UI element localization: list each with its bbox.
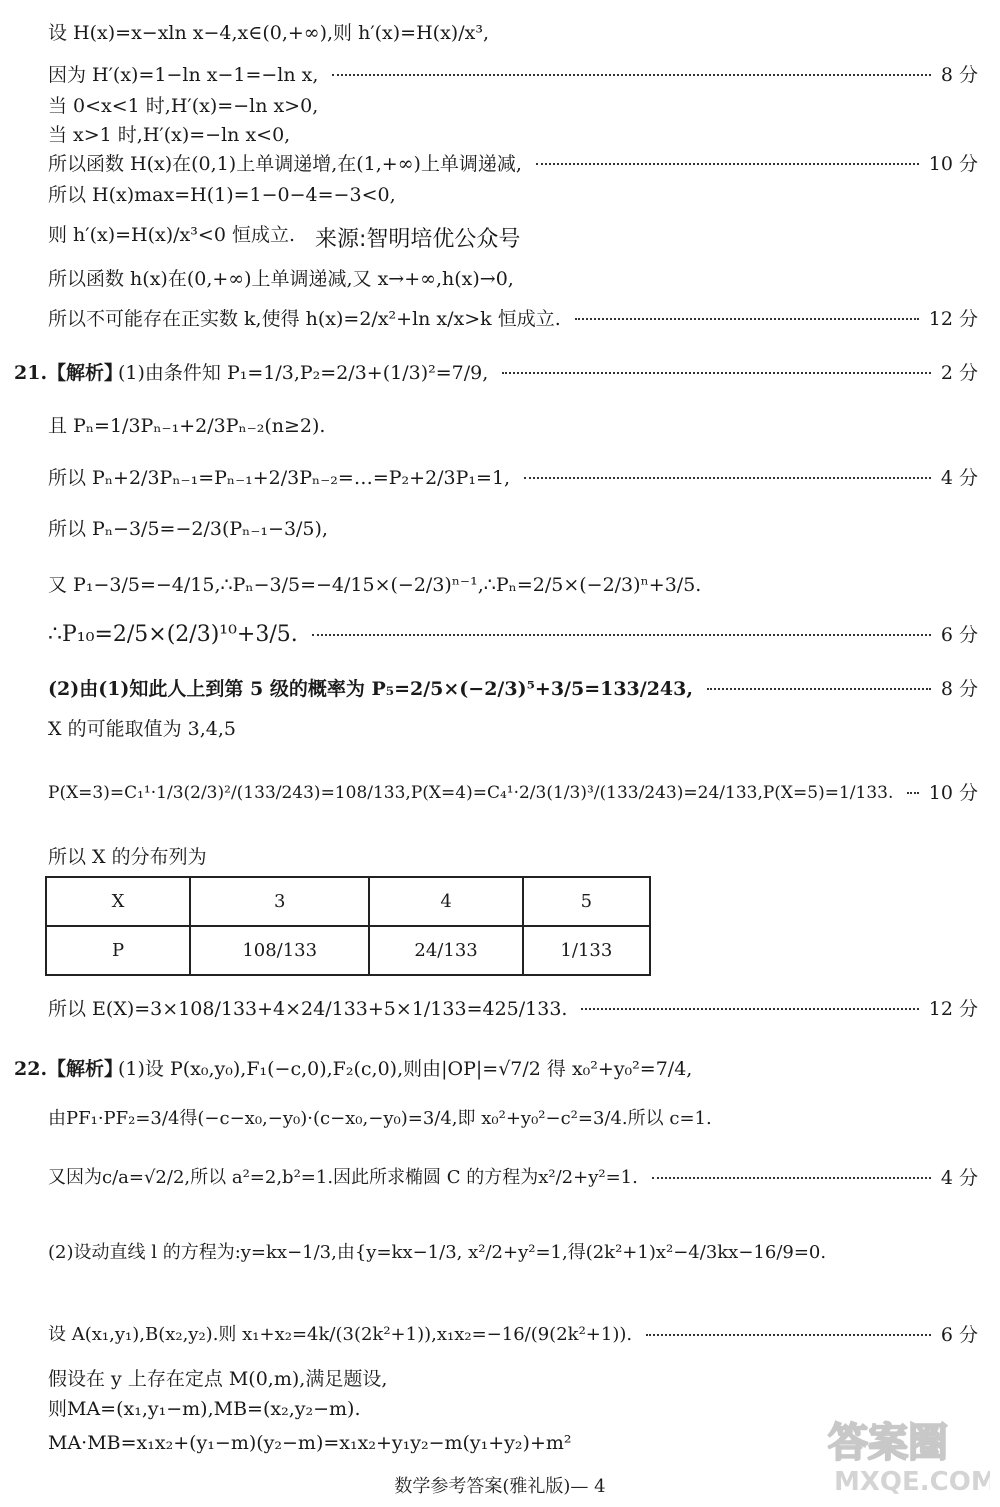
table-header-cell: 5 bbox=[523, 877, 650, 926]
score-badge: 4 分 bbox=[940, 467, 978, 489]
line-q22-setup: (1)设 P(x₀,y₀),F₁(−c,0),F₂(c,0),则由|OP|=√7/2 得 x₀²+y₀²=7/4, bbox=[118, 1058, 693, 1080]
line-text: (2)由(1)知此人上到第 5 级的概率为 P₅=2/5×(−2/3)⁵+3/5=133/243, bbox=[48, 678, 693, 700]
line-text: 所以 E(X)=3×108/133+4×24/133+5×1/133=425/133. bbox=[48, 998, 568, 1020]
line-ellipse-equation bbox=[48, 1165, 978, 1191]
leader-dots bbox=[646, 1334, 931, 1336]
table-header-cell: X bbox=[46, 877, 190, 926]
leader-dots bbox=[312, 634, 931, 636]
score-badge: 2 分 bbox=[940, 362, 978, 384]
line-dot-product: 由PF₁·PF₂=3/4得(−c−x₀,−y₀)·(c−x₀,−y₀)=3/4,即 x₀²+y₀²−c²=3/4.所以 c=1. bbox=[48, 1108, 712, 1129]
line-general-term: 又 P₁−3/5=−4/15,∴Pₙ−3/5=−4/15×(−2/3)ⁿ⁻¹,∴Pₙ=2/5×(−2/3)ⁿ+3/5. bbox=[48, 574, 702, 596]
line-text: ∴P₁₀=2/5×(2/3)¹⁰+3/5. bbox=[48, 622, 298, 647]
line-telescoping bbox=[48, 465, 978, 491]
leader-dots bbox=[536, 163, 919, 165]
line-vectors-MA-MB: 则MA=(x₁,y₁−m),MB=(x₂,y₂−m). bbox=[48, 1398, 361, 1420]
score-badge: 12 分 bbox=[928, 308, 978, 330]
line-P10 bbox=[48, 622, 978, 648]
line-conclusion-k bbox=[48, 306, 978, 332]
line-text: 设 A(x₁,y₁),B(x₂,y₂).则 x₁+x₂=4k/(3(2k²+1)),x₁x₂=−16/(9(2k²+1)). bbox=[48, 1324, 633, 1345]
line-text: 所以函数 H(x)在(0,1)上单调递增,在(1,+∞)上单调递减, bbox=[48, 153, 522, 175]
line-case-lt1: 当 0<x<1 时,H′(x)=−ln x>0, bbox=[48, 95, 319, 117]
score-badge: 8 分 bbox=[940, 64, 978, 86]
line-text: P(X=3)=C₁¹·1/3(2/3)²/(133/243)=108/133,P(X=4)=C₄¹·2/3(1/3)³/(133/243)=24/133,P(X=5)=1/133. bbox=[48, 783, 894, 803]
line-case-gt1: 当 x>1 时,H′(x)=−ln x<0, bbox=[48, 124, 291, 146]
leader-dots bbox=[524, 477, 931, 479]
score-badge: 10 分 bbox=[928, 153, 978, 175]
line-probabilities bbox=[48, 780, 978, 806]
line-text: 又因为c/a=√2/2,所以 a²=2,b²=1.因此所求椭圆 C 的方程为x²/2+y²=1. bbox=[48, 1167, 638, 1188]
line-h-derivative-negative: 则 h′(x)=H(x)/x³<0 恒成立. bbox=[48, 224, 295, 246]
table-header-cell: 3 bbox=[190, 877, 369, 926]
leader-dots bbox=[332, 74, 930, 76]
line-H-derivative bbox=[48, 62, 978, 88]
leader-dots bbox=[581, 1008, 918, 1010]
leader-dots bbox=[575, 318, 919, 320]
score-badge: 4 分 bbox=[940, 1167, 978, 1189]
line-distribution-intro: 所以 X 的分布列为 bbox=[48, 846, 207, 868]
line-expectation bbox=[48, 996, 978, 1022]
line-assume-M: 假设在 y 上存在定点 M(0,m),满足题设, bbox=[48, 1368, 388, 1390]
line-text: 所以不可能存在正实数 k,使得 h(x)=2/x²+ln x/x>k 恒成立. bbox=[48, 308, 561, 330]
table-header-cell: 4 bbox=[369, 877, 522, 926]
line-geometric: 所以 Pₙ−3/5=−2/3(Pₙ₋₁−3/5), bbox=[48, 518, 328, 540]
table-row bbox=[46, 877, 650, 926]
line-text: 因为 H′(x)=1−ln x−1=−ln x, bbox=[48, 64, 319, 86]
question-21-label: 21.【解析】 bbox=[14, 362, 124, 384]
score-badge: 8 分 bbox=[940, 678, 978, 700]
line-h-decreasing: 所以函数 h(x)在(0,+∞)上单调递减,又 x→+∞,h(x)→0, bbox=[48, 268, 514, 290]
line-q21-p1 bbox=[118, 360, 978, 386]
line-text: 所以 Pₙ+2/3Pₙ₋₁=Pₙ₋₁+2/3Pₙ₋₂=…=P₂+2/3P₁=1, bbox=[48, 467, 511, 489]
leader-dots bbox=[907, 792, 918, 794]
leader-dots bbox=[707, 688, 931, 690]
score-badge: 6 分 bbox=[940, 1324, 978, 1346]
line-text: (1)由条件知 P₁=1/3,P₂=2/3+(1/3)²=7/9, bbox=[118, 362, 489, 384]
table-cell: 1/133 bbox=[523, 926, 650, 975]
table-cell: P bbox=[46, 926, 190, 975]
score-badge: 10 分 bbox=[928, 782, 978, 804]
line-MA-dot-MB: MA·MB=x₁x₂+(y₁−m)(y₂−m)=x₁x₂+y₁y₂−m(y₁+y₂)+m² bbox=[48, 1432, 572, 1454]
leader-dots bbox=[652, 1177, 931, 1179]
line-moving-line: (2)设动直线 l 的方程为:y=kx−1/3,由{y=kx−1/3, x²/2+y²=1,得(2k²+1)x²−4/3kx−16/9=0. bbox=[48, 1242, 827, 1263]
table-row bbox=[46, 926, 650, 975]
page-footer: 数学参考答案(雅礼版)— 4 bbox=[394, 1476, 606, 1497]
line-vieta bbox=[48, 1322, 978, 1348]
table-cell: 24/133 bbox=[369, 926, 522, 975]
line-P5 bbox=[48, 676, 978, 702]
line-H-max: 所以 H(x)max=H(1)=1−0−4=−3<0, bbox=[48, 184, 396, 206]
line-define-H: 设 H(x)=x−xln x−4,x∈(0,+∞),则 h′(x)=H(x)/x³, bbox=[48, 22, 489, 44]
line-recurrence: 且 Pₙ=1/3Pₙ₋₁+2/3Pₙ₋₂(n≥2). bbox=[48, 415, 326, 437]
question-22-label: 22.【解析】 bbox=[14, 1058, 124, 1080]
line-monotonic-H bbox=[48, 151, 978, 177]
score-badge: 6 分 bbox=[940, 624, 978, 646]
logo-url: MXQE.COM bbox=[834, 1467, 990, 1497]
line-X-values: X 的可能取值为 3,4,5 bbox=[48, 718, 236, 740]
score-badge: 12 分 bbox=[928, 998, 978, 1020]
watermark-text: 来源:智明培优公众号 bbox=[315, 227, 521, 252]
distribution-table bbox=[45, 876, 651, 976]
leader-dots bbox=[502, 372, 931, 374]
logo-mark: 答案圈 bbox=[828, 1420, 948, 1466]
table-cell: 108/133 bbox=[190, 926, 369, 975]
